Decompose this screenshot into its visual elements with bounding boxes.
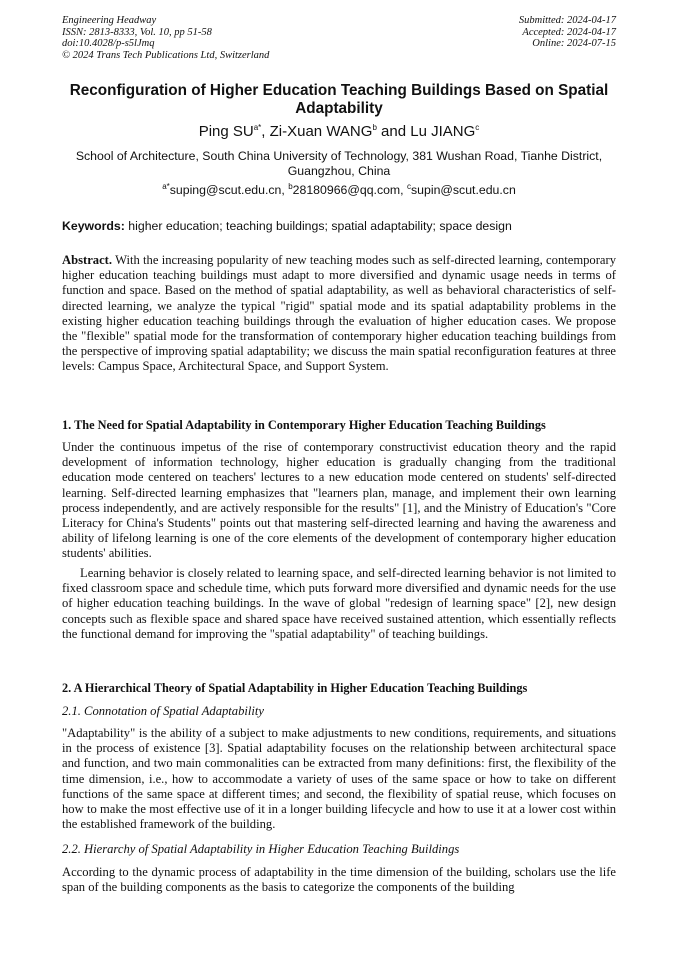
section-2-1-paragraph: "Adaptability" is the ability of a subject to make adjustments to new conditions, requirements, and situations in the process of existence [3]. Spatial adaptability focuses on the relationship between architectural space and function, and two main commonalities can be extracted from many definitions: first, the flexibility of the time dimension, i.e., how to accommodate a variety of uses of the same space or how to take on different functions of the same space at different times; and second, the flexibility of spatial reuse, which focuses on how to make the most effective use of it in a longer building lifecycle and how to use it at a lower cost within the established framework of the building.: [62, 726, 616, 832]
subsection-2-2-heading: 2.2. Hierarchy of Spatial Adaptability in Higher Education Teaching Buildings: [62, 842, 460, 856]
email-2[interactable]: 28180966@qq.com,: [292, 183, 408, 197]
copyright-line: © 2024 Trans Tech Publications Ltd, Switzerland: [62, 49, 270, 61]
section-1-paragraph-2: Learning behavior is closely related to learning space, and self-directed learning behavior is not limited to fixed classroom space and schedule time, which puts forward more diversified and dynamic needs for the use of higher education teaching buildings. In the wave of global "redesign of learning space" [2], new design concepts such as flexible space and shared space have received sustained attention, which essentially reflects the functional demand for improving the "spatial adaptability" of teaching buildings.: [62, 566, 616, 641]
issn-line: ISSN: 2813-8333, Vol. 10, pp 51-58: [62, 26, 212, 38]
section-1-heading: 1. The Need for Spatial Adaptability in Contemporary Higher Education Teaching Buildings: [62, 418, 546, 432]
email-2-sup: b: [288, 181, 293, 191]
author-1-sup: a*: [253, 123, 262, 132]
submitted-date: Submitted: 2024-04-17: [518, 15, 616, 26]
affiliation: School of Architecture, South China University of Technology, 381 Wushan Road, Tianhe District, Guangzhou, China: [75, 149, 603, 178]
author-3-sup: c: [475, 123, 480, 132]
abstract: [62, 253, 616, 375]
author-1: Ping SU: [198, 123, 254, 140]
email-3-sup: c: [407, 181, 412, 191]
abstract-label: Abstract.: [62, 253, 113, 267]
email-3[interactable]: supin@scut.edu.cn: [411, 183, 516, 197]
paper-title: Reconfiguration of Higher Education Teaching Buildings Based on Spatial Adaptability: [69, 82, 609, 117]
accepted-date: Accepted: 2024-04-17: [522, 26, 616, 38]
journal-header-left: [62, 15, 269, 61]
keywords-label: Keywords:: [62, 219, 125, 233]
section-1-paragraph-1: Under the continuous impetus of the rise of contemporary constructivist education theory and the rapid development of information technology, higher education is gradually changing from the traditional education mode centered on teachers' lectures to a new education mode centered on students' self-directed learning. Self-directed learning emphasizes that "learners plan, manage, and implement their own learning process independently, and are actively responsible for the results" [1], and the Ministry of Education's "Core Literacy for China's Students" points out that mastering self-directed learning and having the awareness and ability of lifelong learning is one of the core elements of the development of contemporary higher education students' abilities.: [62, 440, 616, 561]
author-2-sup: b: [372, 123, 377, 132]
abstract-text: With the increasing popularity of new teaching modes such as self-directed learning, contemporary higher education teaching buildings must adapt to more diversified and dynamic usage needs in terms of function and space. Based on the method of spatial adaptability, as well as behavioral characteristics of self-directed learning, we analyze the typical "rigid" spatial mode and its spatial adaptability problems in the existing higher education teaching buildings through the evaluation of higher education cases. We propose the "flexible" spatial mode for the transformation of contemporary higher education teaching buildings from the perspective of improving spatial adaptability; we discuss the main spatial reconfiguration features at three levels: Campus Space, Architectural Space, and Support System.: [62, 253, 616, 374]
author-line: [62, 123, 616, 141]
section-2-2-paragraph: According to the dynamic process of adaptability in the time dimension of the building, scholars use the life span of the building components as the basis to categorize the components of the building: [62, 865, 616, 895]
email-1-sup: a*: [162, 181, 170, 191]
email-1[interactable]: suping@scut.edu.cn,: [169, 183, 289, 197]
keywords: [62, 219, 616, 234]
author-3: and Lu JIANG: [376, 123, 476, 140]
email-line: [62, 183, 616, 198]
section-2-heading: 2. A Hierarchical Theory of Spatial Adaptability in Higher Education Teaching Buildings: [62, 681, 528, 695]
doi-line: doi:10.4028/p-s5lJmq: [62, 38, 155, 49]
subsection-2-1-heading: 2.1. Connotation of Spatial Adaptability: [62, 704, 264, 718]
author-2: , Zi-Xuan WANG: [261, 123, 373, 140]
online-date: Online: 2024-07-15: [532, 38, 616, 49]
journal-name: Engineering Headway: [62, 15, 157, 26]
journal-header-right: [519, 15, 616, 50]
keywords-text: higher education; teaching buildings; spatial adaptability; space design: [124, 219, 512, 233]
